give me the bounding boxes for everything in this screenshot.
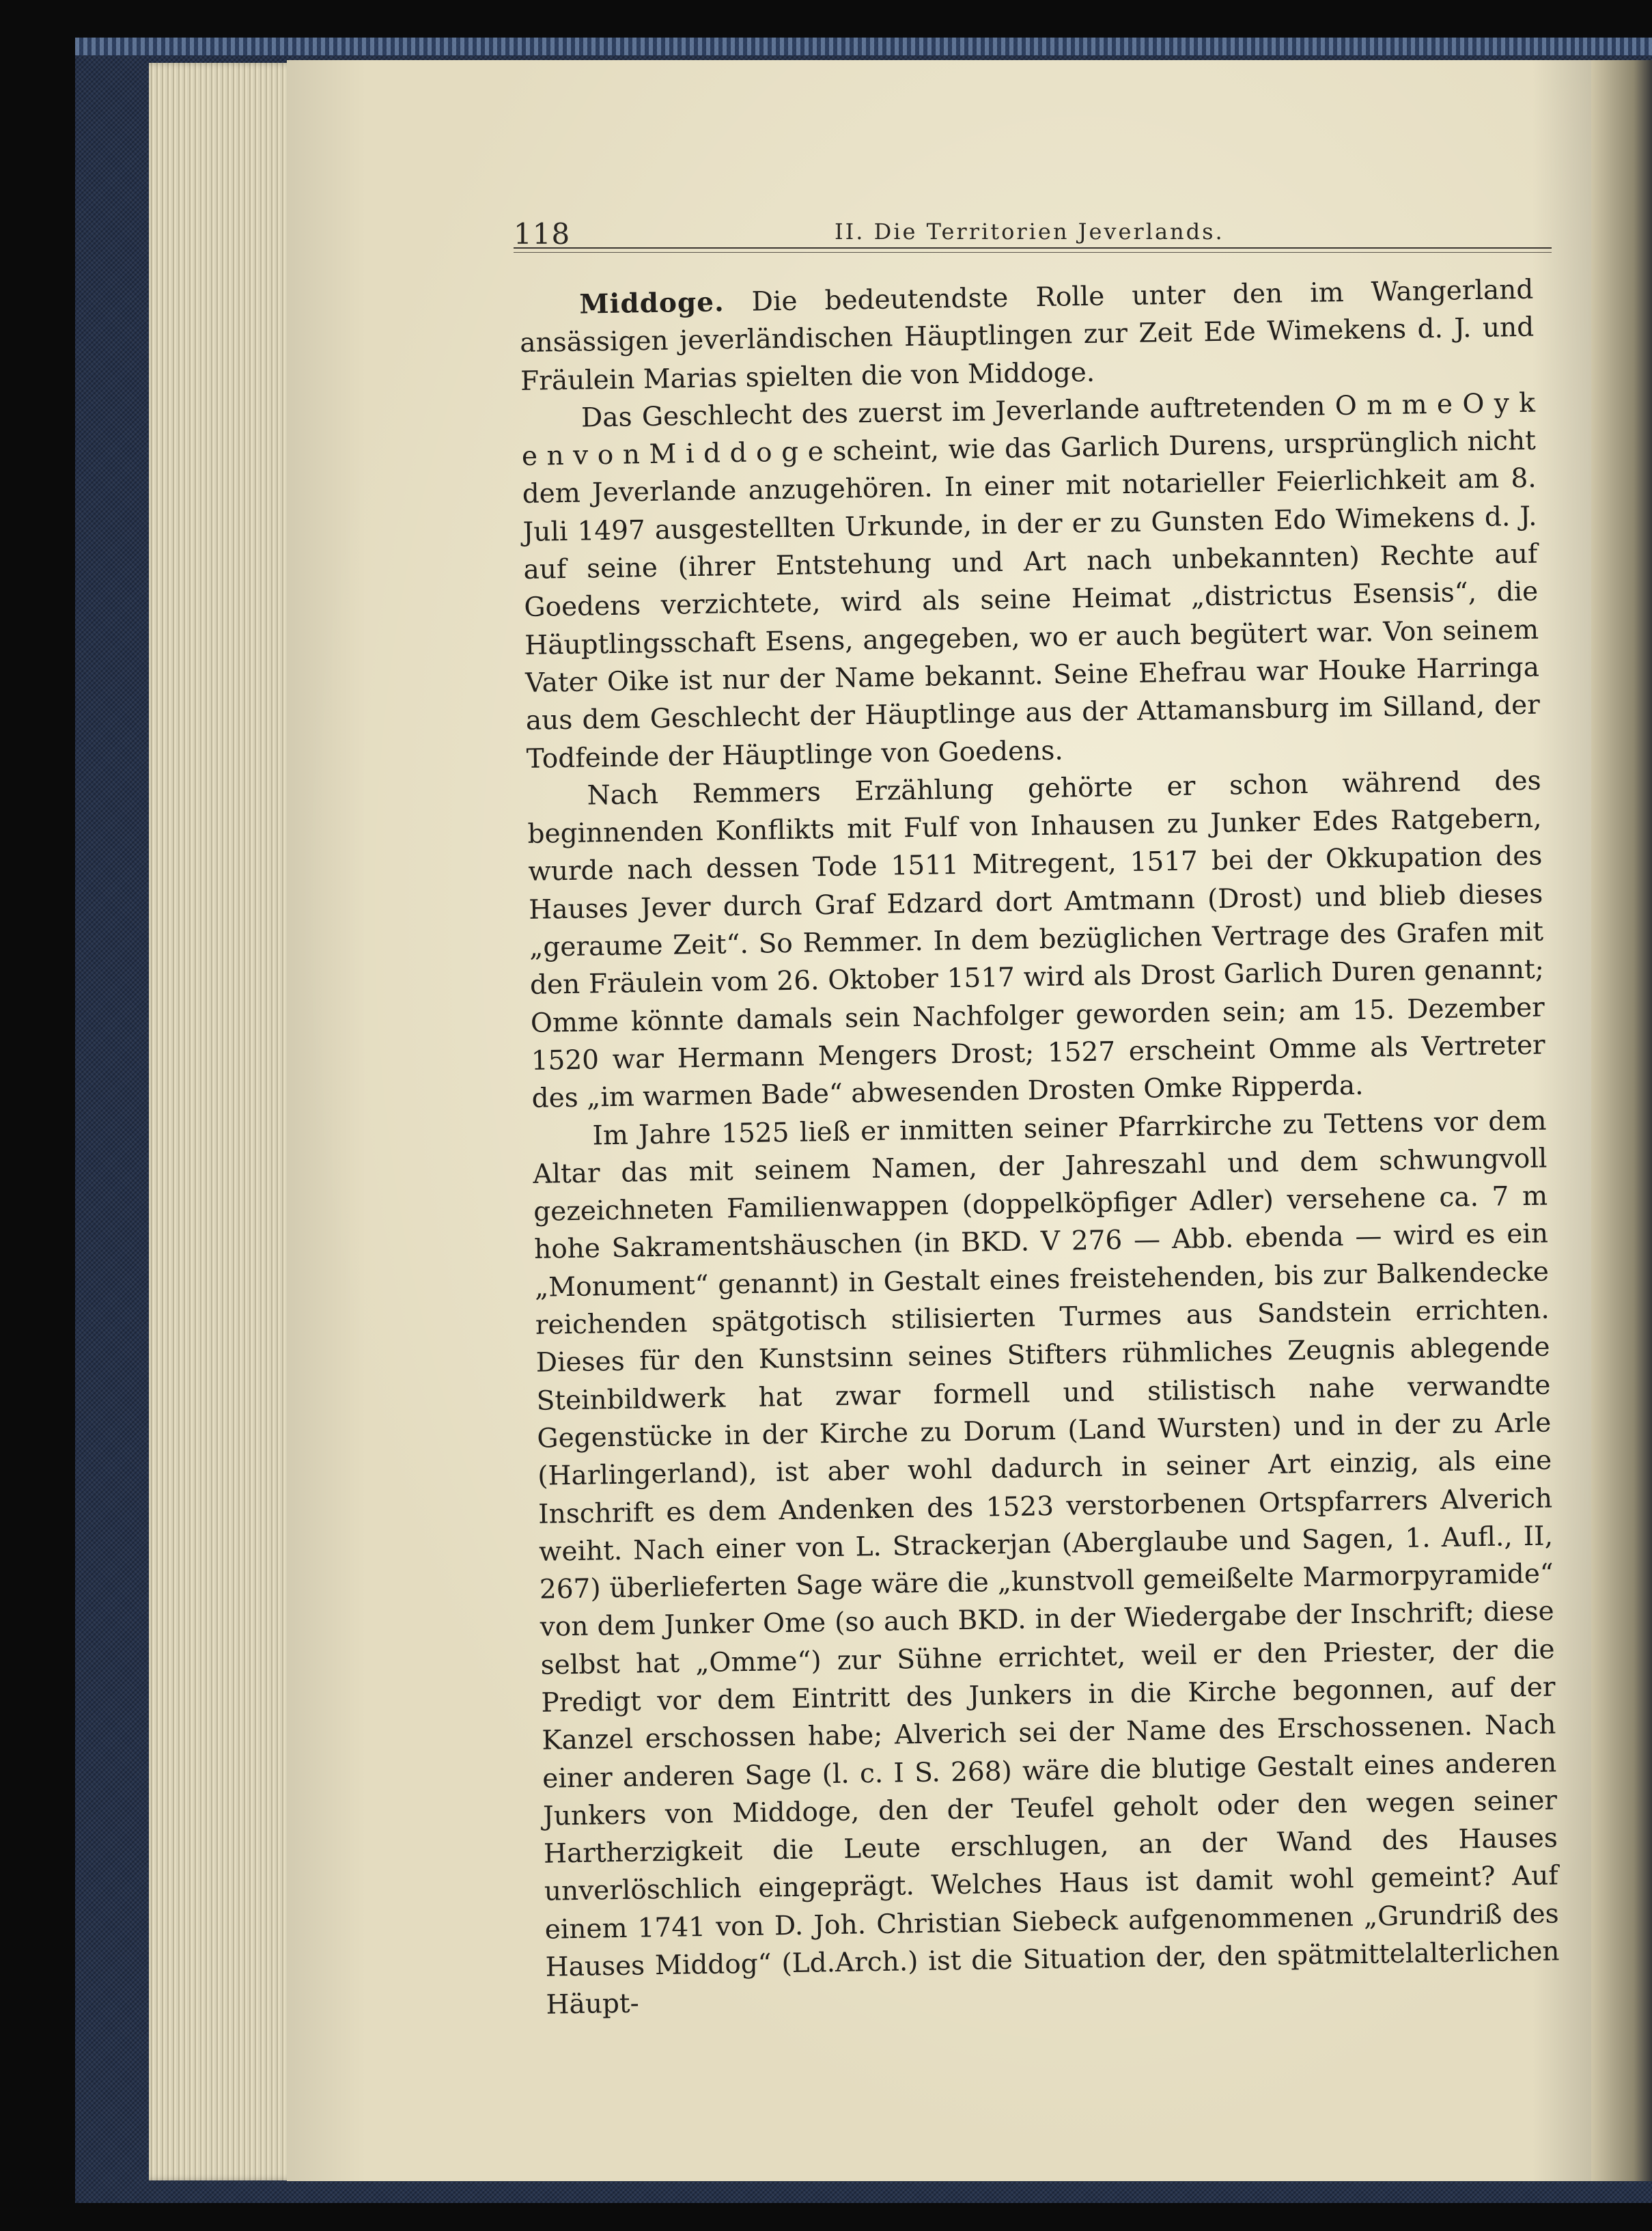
section-heading: Middoge. [579,286,725,320]
paragraph: Nach Remmers Erzählung gehörte er schon während des beginnenden Konflikts mit Fulf von Inhausen zu Junker Edes Ratgebern, wurde nach dessen Tode 1511 Mitregent, 1517 bei der Okkupation des Hauses Jever durch Graf Edzard dort Amtmann (Drost) und blieb dieses „geraume Zeit“. So Remmer. In dem bezüglichen Vertrage des Grafen mit den Fräulein vom 26. Oktober 1517 wird als Drost Garlich Duren genannt; Omme könnte damals sein Nachfolger geworden sein; am 15. Dezember 1520 war Hermann Mengers Drost; 1527 erscheint Omme als Vertreter des „im warmen Bade“ abwesenden Drosten Omke Ripperda. [527,765,1545,1115]
page-gutter [1591,60,1652,2181]
chapter-title: II. Die Territorien Jeverlands. [835,219,1224,245]
header-rule-thin [514,252,1552,253]
paragraph [519,271,1535,400]
header-rule [514,247,1552,249]
body-text [519,271,1560,2025]
paragraph: Im Jahre 1525 ließ er inmitten seiner Pfarrkirche zu Tettens vor dem Altar das mit seinem Namen, der Jahreszahl und dem schwungvoll gezeichneten Familienwappen (doppelköpfiger Adler) versehene ca. 7 m hohe Sakramentshäuschen (in BKD. V 276 — Abb. ebenda — wird es ein „Monument“ genannt) in Gestalt eines freistehenden, bis zur Balkendecke reichenden spätgotisch stilisierten Turmes aus Sandstein errichten. Dieses für den Kunstsinn seines Stifters rühmliches Zeugnis ablegende Steinbildwerk hat zwar formell und stilistisch nahe verwandte Gegenstücke in der Kirche zu Dorum (Land Wursten) und in der zu Arle (Harlingerland), ist aber wohl dadurch in seiner Art einzig, als eine Inschrift es dem Andenken des 1523 verstorbenen Ortspfarrers Alverich weiht. Nach einer von L. Strackerjan (Aberglaube und Sagen, 1. Aufl., II, 267) überlieferten Sage wäre die „kunstvoll gemeißelte Marmorpyramide“ von dem Junker Ome (so auch BKD. in der Wiedergabe der Inschrift; diese selbst hat „Omme“) zur Sühne errichtet, weil er den Priester, der die Predigt vor dem Eintritt des Junkers in die Kirche begonnen, auf der Kanzel erschossen habe; Alverich sei der Name des Erschossenen. Nach einer anderen Sage (l. c. I S. 268) wäre die blutige Gestalt eines anderen Junkers von Middoge, den der Teufel geholt oder den wegen seiner Hartherzigkeit die Leute erschlugen, an der Wand des Hauses unverlöschlich eingeprägt. Welches Haus ist damit wohl gemeint? Auf einem 1741 von D. Joh. Christian Siebeck aufgenommenen „Grundriß des Hauses Middog“ (Ld.Arch.) ist die Situation der, den spätmittelalterlichen Häupt- [533,1105,1560,2021]
binding-edge [75,38,1652,55]
paragraph: Das Geschlecht des zuerst im Jeverlande auftretenden O m m e O y k e n v o n M i d d o g e scheint, wie das Garlich Durens, ursprünglich nicht dem Jeverlande anzugehören. In einer mit notarieller Feierlichkeit am 8. Juli 1497 ausgestellten Urkunde, in der er zu Gunsten Edo Wimekens d. J. auf seine (ihrer Entstehung und Art nach unbekannten) Rechte auf Goedens verzichtete, wird als seine Heimat „districtus Esensis“, die Häuptlingsschaft Esens, angegeben, wo er auch begütert war. Von seinem Vater Oike ist nur der Name bekannt. Seine Ehefrau war Houke Harringa aus dem Geschlecht der Häuptlinge aus der Attamansburg im Silland, der Todfeinde der Häuptlinge von Goedens. [521,387,1541,775]
page-edges [149,63,299,2180]
page-number: 118 [514,217,571,251]
paragraph-text: Die bedeutendste Rolle unter den im Wangerland ansässigen jeverländischen Häuptlingen zur Zeit Ede Wimekens d. J. und Fräulein Marias spielten die von Middoge. [519,274,1535,397]
